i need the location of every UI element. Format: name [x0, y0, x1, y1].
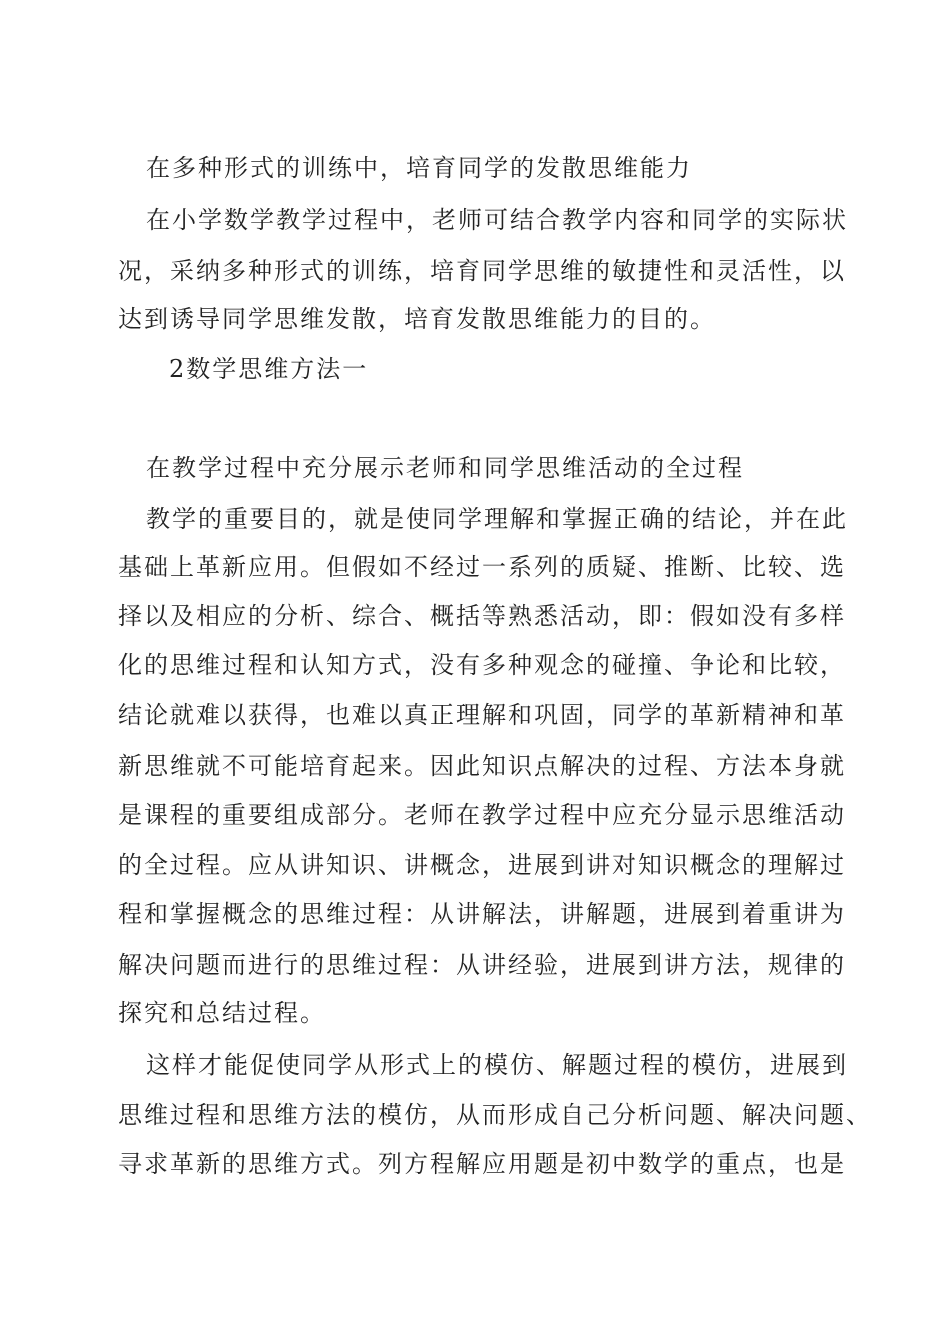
paragraph-line: 思维过程和思维方法的模仿，从而形成自己分析问题、解决问题、 — [118, 1101, 872, 1129]
paragraph-line: 是课程的重要组成部分。老师在教学过程中应充分显示思维活动 — [118, 801, 846, 829]
section-heading-divergent-thinking: 在多种形式的训练中，培育同学的发散思维能力 — [146, 154, 692, 182]
paragraph-line: 程和掌握概念的思维过程：从讲解法，讲解题，进展到着重讲为 — [118, 900, 846, 928]
paragraph-line: 教学的重要目的，就是使同学理解和掌握正确的结论，并在此 — [146, 505, 848, 533]
section-heading-show-thinking-process: 在教学过程中充分展示老师和同学思维活动的全过程 — [146, 454, 744, 482]
paragraph-line: 解决问题而进行的思维过程：从讲经验，进展到讲方法，规律的 — [118, 951, 846, 979]
paragraph-line: 结论就难以获得，也难以真正理解和巩固，同学的革新精神和革 — [118, 701, 846, 729]
paragraph-line: 在小学数学教学过程中，老师可结合教学内容和同学的实际状 — [146, 206, 848, 234]
paragraph-line: 这样才能促使同学从形式上的模仿、解题过程的模仿，进展到 — [146, 1051, 848, 1079]
paragraph-line: 达到诱导同学思维发散，培育发散思维能力的目的。 — [118, 305, 716, 333]
paragraph-line: 寻求革新的思维方式。列方程解应用题是初中数学的重点，也是 — [118, 1150, 846, 1178]
paragraph-line: 况，采纳多种形式的训练，培育同学思维的敏捷性和灵活性，以 — [118, 257, 846, 285]
paragraph-line: 化的思维过程和认知方式，没有多种观念的碰撞、争论和比较， — [118, 651, 846, 679]
paragraph-line: 的全过程。应从讲知识、讲概念，进展到讲对知识概念的理解过 — [118, 851, 846, 879]
paragraph-line: 探究和总结过程。 — [118, 999, 326, 1027]
paragraph-line: 新思维就不可能培育起来。因此知识点解决的过程、方法本身就 — [118, 752, 846, 780]
section-title-math-thinking-method: 2数学思维方法一 — [169, 355, 369, 383]
paragraph-line: 基础上革新应用。但假如不经过一系列的质疑、推断、比较、选 — [118, 553, 846, 581]
paragraph-line: 择以及相应的分析、综合、概括等熟悉活动，即：假如没有多样 — [118, 602, 846, 630]
